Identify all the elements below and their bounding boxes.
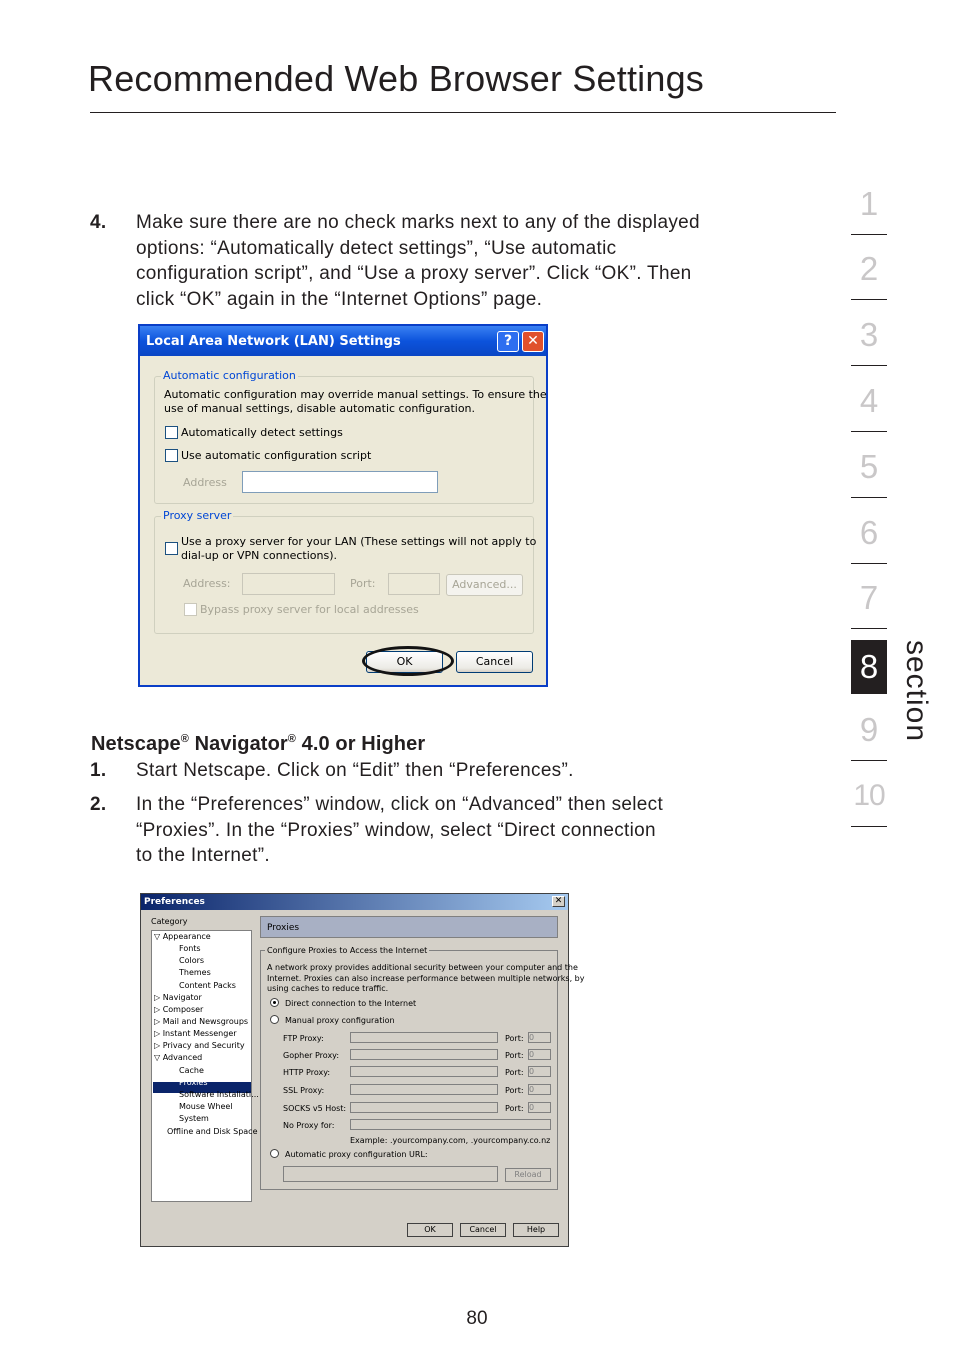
section-number[interactable]: 7 <box>859 579 879 616</box>
category-item[interactable]: ▽ Advanced <box>154 1053 203 1062</box>
bypass-label: Bypass proxy server for local addresses <box>200 603 419 616</box>
reload-button[interactable]: Reload <box>505 1168 551 1182</box>
port-label: Port: <box>505 1104 524 1113</box>
close-icon[interactable]: ✕ <box>552 896 565 907</box>
section-divider <box>851 760 887 761</box>
ftp-port-input[interactable] <box>528 1032 551 1043</box>
section-number[interactable]: 3 <box>859 316 879 353</box>
category-item[interactable]: ▷ Mail and Newsgroups <box>154 1017 249 1026</box>
heading-text: 4.0 or Higher <box>296 733 426 755</box>
section-number[interactable]: 4 <box>859 382 879 419</box>
section-number[interactable]: 9 <box>859 711 879 748</box>
proxy-description: A network proxy provides additional security between your computer and the <box>267 963 578 972</box>
no-proxy-label: No Proxy for: <box>283 1121 335 1130</box>
heading-text: Navigator <box>188 733 288 755</box>
lan-settings-dialog <box>138 324 548 687</box>
category-label: Category <box>151 917 188 926</box>
port-value: 0 <box>529 1103 535 1112</box>
ok-button[interactable]: OK <box>366 651 443 673</box>
registered-mark: ® <box>287 733 296 745</box>
category-item[interactable]: ▷ Instant Messenger <box>154 1029 237 1038</box>
step-number: 1. <box>90 760 107 781</box>
dialog-titlebar <box>140 326 546 356</box>
registered-mark: ® <box>180 733 189 745</box>
step-line: options: “Automatically detect settings”, “Use automatic <box>136 237 617 259</box>
category-item[interactable]: Fonts <box>179 944 201 953</box>
section-label-text: section <box>900 640 933 743</box>
auto-description: Automatic configuration may override manual settings. To ensure the <box>164 388 547 401</box>
section-divider <box>851 234 887 235</box>
http-proxy-input[interactable] <box>350 1066 498 1077</box>
category-item-selected[interactable]: Proxies <box>179 1078 208 1087</box>
step-line: Make sure there are no check marks next to any of the displayed <box>136 212 700 233</box>
dialog-title: Local Area Network (LAN) Settings <box>146 334 401 349</box>
auto-description: use of manual settings, disable automatic configuration. <box>164 402 476 415</box>
use-proxy-checkbox[interactable] <box>165 542 178 555</box>
socks-host-input[interactable] <box>350 1102 498 1113</box>
section-number-active[interactable] <box>851 640 887 694</box>
port-value: 0 <box>529 1067 535 1076</box>
ssl-proxy-label: SSL Proxy: <box>283 1086 325 1095</box>
section-divider <box>851 826 887 827</box>
category-item[interactable]: ▷ Navigator <box>154 993 202 1002</box>
socks-host-label: SOCKS v5 Host: <box>283 1104 347 1113</box>
port-value: 0 <box>529 1050 535 1059</box>
auto-detect-label: Automatically detect settings <box>181 426 343 439</box>
address-label: Address <box>183 476 227 489</box>
script-address-input[interactable] <box>242 471 438 493</box>
proxy-address-input[interactable] <box>242 573 335 595</box>
section-number[interactable]: 5 <box>859 448 879 485</box>
heading-text: Netscape <box>91 733 181 755</box>
advanced-button[interactable]: Advanced... <box>446 574 523 596</box>
active-section-label: 8 <box>859 648 879 685</box>
step-line: In the “Preferences” window, click on “Advanced” then select <box>136 794 664 815</box>
proxy-description: Internet. Proxies can also increase performance between multiple networks, by <box>267 974 585 983</box>
step-line: “Proxies”. In the “Proxies” window, select “Direct connection <box>136 819 656 841</box>
gopher-proxy-label: Gopher Proxy: <box>283 1051 340 1060</box>
page-number: 80 <box>466 1308 488 1329</box>
use-script-label: Use automatic configuration script <box>181 449 372 462</box>
category-item[interactable]: System <box>179 1114 209 1123</box>
gopher-proxy-input[interactable] <box>350 1049 498 1060</box>
no-proxy-input[interactable] <box>350 1119 551 1130</box>
group-label: Proxy server <box>163 509 232 522</box>
close-icon[interactable]: ✕ <box>522 331 544 352</box>
port-label: Port: <box>505 1051 524 1060</box>
socks-port-input[interactable] <box>528 1102 551 1113</box>
ok-button[interactable]: OK <box>407 1223 453 1237</box>
step-line: to the Internet”. <box>136 845 270 866</box>
category-item[interactable]: Colors <box>179 956 205 965</box>
section-number[interactable]: 1 <box>859 185 879 222</box>
section-label <box>893 640 933 760</box>
http-proxy-label: HTTP Proxy: <box>283 1068 331 1077</box>
dialog-titlebar <box>141 894 568 910</box>
use-proxy-label: dial-up or VPN connections). <box>181 549 338 562</box>
proxy-description: using caches to reduce traffic. <box>267 984 389 993</box>
category-item[interactable]: ▷ Composer <box>154 1005 204 1014</box>
section-divider <box>851 563 887 564</box>
category-item[interactable]: Offline and Disk Space <box>167 1127 258 1136</box>
auto-detect-checkbox[interactable] <box>165 426 178 439</box>
cancel-button[interactable]: Cancel <box>460 1223 506 1237</box>
group-label: Automatic configuration <box>163 369 296 382</box>
http-port-input[interactable] <box>528 1066 551 1077</box>
section-number[interactable]: 6 <box>859 514 879 551</box>
port-label: Port: <box>505 1034 524 1043</box>
use-proxy-label: Use a proxy server for your LAN (These settings will not apply to <box>181 535 537 548</box>
bypass-checkbox[interactable] <box>184 603 197 616</box>
ftp-proxy-input[interactable] <box>350 1032 498 1043</box>
port-value: 0 <box>529 1033 535 1042</box>
step-line: click “OK” again in the “Internet Options” page. <box>136 288 543 310</box>
preferences-dialog <box>140 893 585 1247</box>
ssl-proxy-input[interactable] <box>350 1084 498 1095</box>
section-divider <box>851 299 887 300</box>
category-item[interactable]: Cache <box>179 1066 204 1075</box>
category-item[interactable]: ▷ Privacy and Security <box>154 1041 245 1050</box>
auto-proxy-label: Automatic proxy configuration URL: <box>285 1150 428 1159</box>
step-line: configuration script”, and “Use a proxy server”. Click “OK”. Then <box>136 263 692 284</box>
category-item[interactable]: Content Packs <box>179 981 236 990</box>
section-divider <box>851 431 887 432</box>
gopher-port-input[interactable] <box>528 1049 551 1060</box>
step-number: 2. <box>90 794 107 815</box>
proxy-address-label: Address: <box>183 577 231 590</box>
section-divider <box>851 628 887 629</box>
section-number[interactable]: 2 <box>859 250 879 287</box>
panel-title: Proxies <box>267 923 300 933</box>
section-divider <box>851 497 887 498</box>
category-item[interactable]: Mouse Wheel <box>179 1102 233 1111</box>
ftp-proxy-label: FTP Proxy: <box>283 1034 324 1043</box>
help-icon[interactable]: ? <box>497 331 519 352</box>
group-label: Configure Proxies to Access the Internet <box>267 946 428 955</box>
no-proxy-example: Example: .yourcompany.com, .yourcompany.co.nz <box>350 1136 551 1145</box>
section-divider <box>851 365 887 366</box>
port-label: Port: <box>505 1086 524 1095</box>
netscape-heading <box>91 733 425 756</box>
dialog-title: Preferences <box>144 897 205 907</box>
section-number[interactable]: 10 <box>853 779 885 812</box>
help-button[interactable]: Help <box>513 1223 559 1237</box>
step-number: 4. <box>90 212 107 233</box>
category-item[interactable]: Themes <box>179 968 211 977</box>
ssl-port-input[interactable] <box>528 1084 551 1095</box>
step-line: Start Netscape. Click on “Edit” then “Preferences”. <box>136 760 574 781</box>
panel-header <box>260 916 558 938</box>
auto-proxy-url-input[interactable] <box>283 1166 498 1182</box>
port-label: Port: <box>350 577 376 590</box>
category-tree <box>151 930 259 1202</box>
port-value: 0 <box>529 1085 535 1094</box>
proxy-port-input[interactable] <box>388 573 440 595</box>
category-item[interactable]: Software Installati... <box>179 1090 259 1099</box>
manual-proxy-radio[interactable] <box>270 1015 279 1024</box>
page-title: Recommended Web Browser Settings <box>88 58 705 99</box>
port-label: Port: <box>505 1068 524 1077</box>
direct-connection-radio[interactable] <box>270 998 279 1007</box>
manual-proxy-label: Manual proxy configuration <box>285 1016 395 1025</box>
direct-connection-label: Direct connection to the Internet <box>285 999 417 1008</box>
title-divider <box>90 112 836 113</box>
auto-proxy-radio[interactable] <box>270 1149 279 1158</box>
use-script-checkbox[interactable] <box>165 449 178 462</box>
cancel-button[interactable]: Cancel <box>456 651 533 673</box>
category-item[interactable]: ▽ Appearance <box>154 932 211 941</box>
ok-highlight-circle <box>362 646 454 676</box>
